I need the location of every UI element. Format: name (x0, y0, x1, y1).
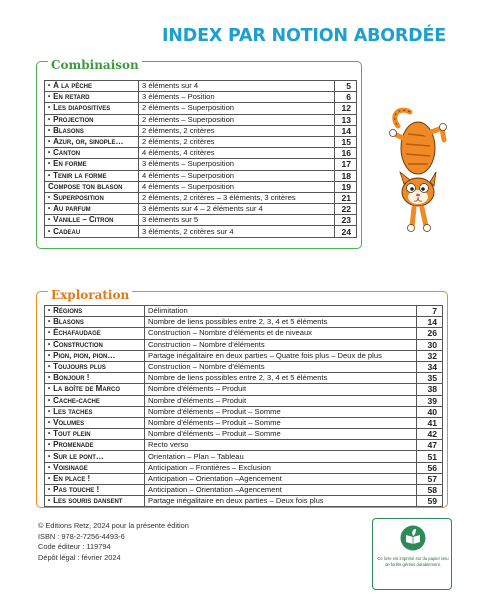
activity-name: Régions (53, 306, 83, 316)
activity-name-cell (45, 306, 145, 317)
activity-name: La boîte de Marco (53, 384, 120, 394)
activity-name: Les souris dansent (53, 496, 123, 506)
page-number: 26 (417, 328, 443, 339)
page-number: 23 (335, 215, 357, 226)
notion-description: Anticipation – Orientation –Agencement (145, 473, 417, 484)
table-row (45, 148, 357, 159)
bullet-icon: • (48, 408, 51, 415)
activity-name-cell (45, 429, 145, 440)
page-number: 59 (417, 496, 443, 507)
table-row (45, 451, 443, 462)
activity-name-cell (45, 462, 145, 473)
bullet-icon: • (48, 397, 51, 404)
activity-name-cell (45, 451, 145, 462)
page-number: 42 (417, 429, 443, 440)
page-number: 41 (417, 417, 443, 428)
bullet-icon: • (48, 464, 51, 471)
activity-name: Pion, pion, pion… (53, 350, 116, 360)
activity-name-cell (45, 148, 139, 159)
activity-name-cell (45, 103, 139, 114)
notion-description: Nombre d'éléments – Produit (145, 384, 417, 395)
table-row (45, 136, 357, 147)
table-row (45, 215, 357, 226)
table-row (45, 440, 443, 451)
bullet-icon: • (48, 308, 51, 315)
page-number: 16 (335, 148, 357, 159)
table-row (45, 192, 357, 203)
page-number: 21 (335, 192, 357, 203)
bullet-icon: • (48, 419, 51, 426)
activity-name: Vanille – Citron (53, 215, 114, 225)
table-row (45, 406, 443, 417)
activity-name: Pas touche ! (53, 485, 100, 495)
activity-name: En retard (53, 92, 90, 102)
activity-name-cell (45, 417, 145, 428)
page-number: 14 (417, 317, 443, 328)
activity-name-cell (45, 440, 145, 451)
page-number: 18 (335, 170, 357, 181)
activity-name: Construction (53, 339, 103, 349)
activity-name-cell (45, 81, 139, 92)
notion-description: Construction – Nombre d'éléments (145, 361, 417, 372)
bullet-icon: • (48, 475, 51, 482)
activity-name: Canton (53, 148, 81, 158)
table-row (45, 92, 357, 103)
activity-name: Tenir la forme (53, 170, 107, 180)
table-row (45, 114, 357, 125)
page-number: 47 (417, 440, 443, 451)
activity-name-cell (45, 159, 139, 170)
table-row (45, 81, 357, 92)
activity-name: Superposition (53, 192, 104, 202)
notion-description: 3 éléments sur 4 (139, 81, 335, 92)
bullet-icon: • (48, 172, 51, 179)
page-number: 30 (417, 339, 443, 350)
credits (38, 521, 189, 563)
page-number: 38 (417, 384, 443, 395)
page-number: 56 (417, 462, 443, 473)
activity-name-cell (45, 92, 139, 103)
notion-description: Partage inégalitaire en deux parties – Deux fois plus (145, 496, 417, 507)
bullet-icon: • (48, 105, 51, 112)
table-row (45, 462, 443, 473)
bullet-icon: • (48, 330, 51, 337)
page-number: 17 (335, 159, 357, 170)
notion-description: Construction – Nombre d'éléments et de niveaux (145, 328, 417, 339)
page-number: 14 (335, 125, 357, 136)
bullet-icon: • (48, 83, 51, 90)
page-number: 57 (417, 473, 443, 484)
activity-name: En forme (53, 159, 87, 169)
table-row (45, 384, 443, 395)
credits-legal-deposit: Dépôt légal : février 2024 (38, 552, 121, 562)
activity-name-cell (45, 339, 145, 350)
table-row (45, 328, 443, 339)
activity-name: À la pêche (53, 81, 93, 91)
page-number: 12 (335, 103, 357, 114)
table-row (45, 361, 443, 372)
page-number: 7 (417, 306, 443, 317)
activity-name-cell (45, 496, 145, 507)
notion-description: Orientation – Plan – Tableau (145, 451, 417, 462)
activity-name: Cache-cache (53, 395, 100, 405)
table-row (45, 170, 357, 181)
activity-name: Bonjour ! (53, 373, 90, 383)
table-row (45, 306, 443, 317)
activity-name-cell (45, 328, 145, 339)
notion-description: Recto verso (145, 440, 417, 451)
notion-description: 3 éléments – Superposition (139, 159, 335, 170)
bullet-icon: • (48, 386, 51, 393)
activity-name-cell (45, 361, 145, 372)
notion-description: 2 éléments – Superposition (139, 114, 335, 125)
activity-name-cell (45, 373, 145, 384)
bullet-icon: • (48, 319, 51, 326)
bullet-icon: • (48, 498, 51, 505)
activity-name: Les diapositives (53, 103, 111, 113)
table-row (45, 204, 357, 215)
page-number: 6 (335, 92, 357, 103)
table-row (45, 473, 443, 484)
table-row (45, 159, 357, 170)
combinaison-table (44, 80, 357, 238)
table-row (45, 429, 443, 440)
activity-name-cell (45, 136, 139, 147)
bullet-icon: • (48, 431, 51, 438)
table-row (45, 125, 357, 136)
notion-description: Nombre de liens possibles entre 2, 3, 4 et 5 éléments (145, 373, 417, 384)
activity-name-cell (45, 317, 145, 328)
notion-description: 3 éléments sur 4 – 2 éléments sur 4 (139, 204, 335, 215)
table-row (45, 496, 443, 507)
activity-name: Volumes (53, 417, 85, 427)
bullet-icon: • (48, 364, 51, 371)
page-number: 5 (335, 81, 357, 92)
bullet-icon: • (48, 139, 51, 146)
combinaison-heading: Combinaison (48, 58, 142, 72)
activity-name: Cadeau (53, 226, 81, 236)
notion-description: Nombre d'éléments – Produit (145, 395, 417, 406)
notion-description: 3 éléments sur 5 (139, 215, 335, 226)
table-row (45, 103, 357, 114)
page-number: 35 (417, 373, 443, 384)
activity-name: Tout plein (53, 429, 91, 439)
notion-description: 2 éléments, 2 critères (139, 136, 335, 147)
activity-name-cell (45, 114, 139, 125)
credits-isbn: ISBN : 978-2-7256-4493-6 (38, 531, 125, 541)
activity-name: Projection (53, 114, 94, 124)
activity-name: Blasons (53, 317, 84, 327)
bullet-icon: • (48, 127, 51, 134)
table-row (45, 485, 443, 496)
bullet-icon: • (48, 487, 51, 494)
activity-name: Toujours plus (53, 362, 106, 372)
activity-name-cell (45, 473, 145, 484)
bullet-icon: • (48, 453, 51, 460)
bullet-icon: • (48, 161, 51, 168)
activity-name-cell (45, 406, 145, 417)
notion-description: Nombre d'éléments – Produit – Somme (145, 429, 417, 440)
bullet-icon: • (48, 94, 51, 101)
activity-name-cell (45, 192, 139, 203)
notion-description: 2 éléments, 2 critères (139, 125, 335, 136)
bullet-icon: • (48, 217, 51, 224)
activity-name: Sur le pont… (53, 451, 104, 461)
activity-name-cell (45, 350, 145, 361)
exploration-heading: Exploration (48, 288, 132, 302)
table-row (45, 373, 443, 384)
activity-name-cell (45, 125, 139, 136)
page-number: 51 (417, 451, 443, 462)
eco-badge-text: Ce livre est imprimé sur du papier issu de forêts gérées durablement. (377, 556, 449, 567)
notion-description: Construction – Nombre d'éléments (145, 339, 417, 350)
activity-name: Voisinage (53, 462, 88, 472)
exploration-table (44, 305, 443, 507)
cat-illustration (380, 104, 450, 246)
notion-description: 3 éléments, 2 critères sur 4 (139, 226, 335, 237)
activity-name-cell (45, 181, 139, 192)
page-number: 13 (335, 114, 357, 125)
notion-description: Anticipation – Frontières – Exclusion (145, 462, 417, 473)
notion-description: Partage inégalitaire en deux parties – Quatre fois plus – Deux de plus (145, 350, 417, 361)
notion-description: Nombre d'éléments – Produit – Somme (145, 417, 417, 428)
notion-description: 3 éléments – Position (139, 92, 335, 103)
notion-description: Nombre de liens possibles entre 2, 3, 4 et 5 éléments (145, 317, 417, 328)
activity-name: Compose ton blason (48, 181, 123, 191)
activity-name-cell (45, 226, 139, 237)
page-number: 19 (335, 181, 357, 192)
table-row (45, 181, 357, 192)
activity-name-cell (45, 384, 145, 395)
bullet-icon: • (48, 352, 51, 359)
activity-name: Promenade (53, 440, 94, 450)
bullet-icon: • (48, 341, 51, 348)
activity-name-cell (45, 395, 145, 406)
notion-description: 4 éléments – Superposition (139, 181, 335, 192)
page-number: 24 (335, 226, 357, 237)
credits-copyright: © Editions Retz, 2024 pour la présente édition (38, 521, 189, 530)
activity-name: Au parfum (53, 204, 91, 214)
page-number: 15 (335, 136, 357, 147)
book-leaf-icon (400, 525, 426, 551)
bullet-icon: • (48, 206, 51, 213)
activity-name-cell (45, 485, 145, 496)
bullet-icon: • (48, 150, 51, 157)
bullet-icon: • (48, 116, 51, 123)
activity-name-cell (45, 170, 139, 181)
notion-description: Nombre d'éléments – Produit – Somme (145, 406, 417, 417)
bullet-icon: • (48, 442, 51, 449)
page-number: 34 (417, 361, 443, 372)
activity-name-cell (45, 204, 139, 215)
page-number: 39 (417, 395, 443, 406)
credits-publisher-code: Code éditeur : 119794 (38, 542, 111, 552)
activity-name: Blasons (53, 125, 84, 135)
page-number: 58 (417, 485, 443, 496)
notion-description: 4 éléments – Superposition (139, 170, 335, 181)
page-number: 40 (417, 406, 443, 417)
table-row (45, 350, 443, 361)
activity-name: Azur, or, sinople… (53, 137, 124, 147)
bullet-icon: • (48, 228, 51, 235)
page-number: 32 (417, 350, 443, 361)
table-row (45, 417, 443, 428)
eco-badge (372, 518, 452, 590)
table-row (45, 395, 443, 406)
notion-description: 2 éléments – Superposition (139, 103, 335, 114)
page-title: INDEX PAR NOTION ABORDÉE (162, 26, 447, 46)
table-row (45, 317, 443, 328)
activity-name: Échafaudage (53, 328, 101, 338)
notion-description: Anticipation – Orientation –Agencement (145, 485, 417, 496)
activity-name-cell (45, 215, 139, 226)
page-number: 22 (335, 204, 357, 215)
bullet-icon: • (48, 194, 51, 201)
table-row (45, 226, 357, 237)
table-row (45, 339, 443, 350)
notion-description: 4 éléments, 4 critères (139, 148, 335, 159)
activity-name: En place ! (53, 473, 91, 483)
notion-description: 2 éléments, 2 critères – 3 éléments, 3 critères (139, 192, 335, 203)
notion-description: Délimitation (145, 306, 417, 317)
bullet-icon: • (48, 375, 51, 382)
activity-name: Les taches (53, 406, 93, 416)
